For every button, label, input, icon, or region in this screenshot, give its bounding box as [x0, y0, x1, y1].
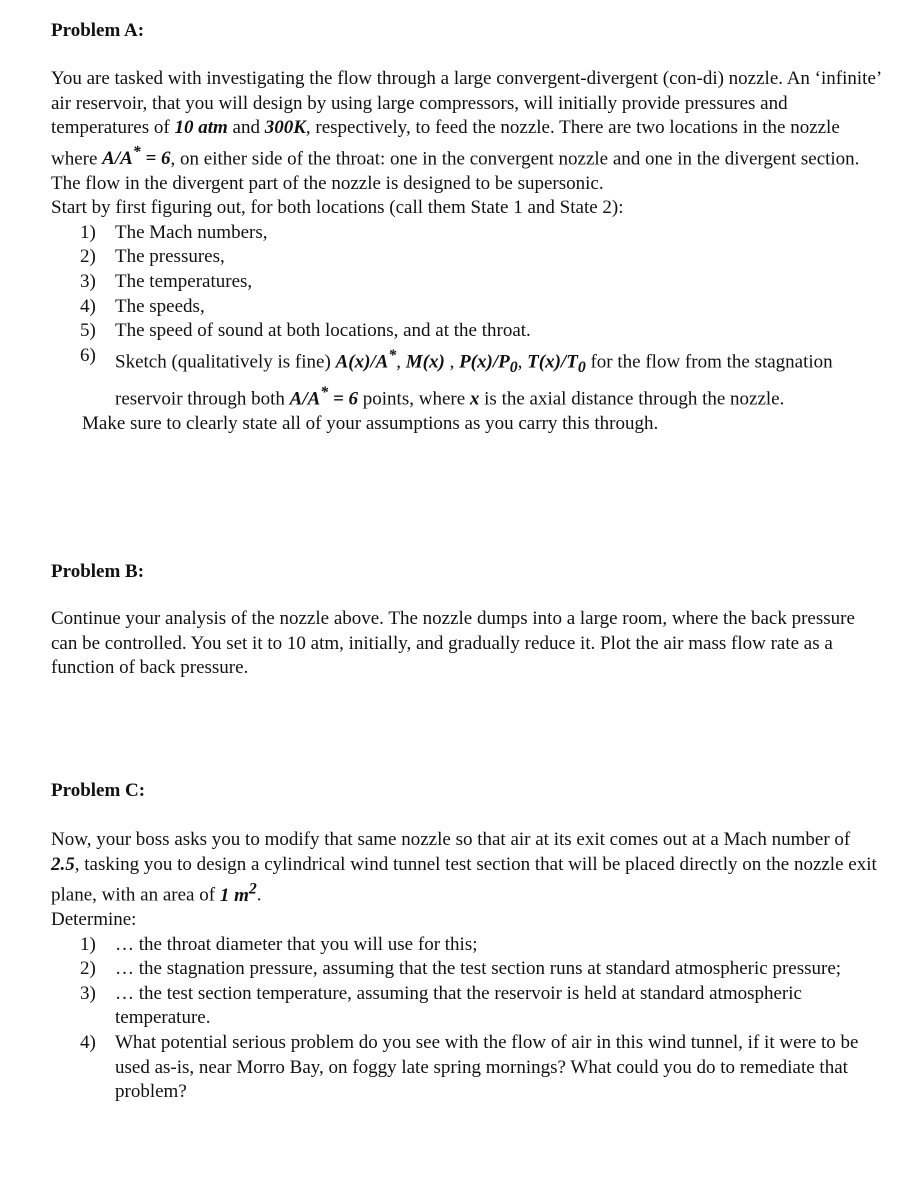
list-item: 4) The speeds,	[80, 295, 205, 317]
problem-c-body	[51, 828, 881, 1105]
list-item: 4) What potential serious problem do you see with the flow of air in this wind tunnel, if it were to be used as-is, near Morro Bay, on foggy late spring mornings? What could you do to remediate that problem?	[80, 1032, 859, 1103]
list-item: 1) The Mach numbers,	[80, 221, 268, 243]
exit-mach: 2.5	[51, 853, 75, 875]
problem-a-list	[51, 221, 881, 412]
problem-b-heading: Problem B:	[51, 561, 145, 582]
problem-a-heading: Problem A:	[51, 20, 145, 41]
problem-b-body	[51, 607, 881, 681]
list-item: 3) The temperatures,	[80, 271, 253, 293]
problem-c-list	[51, 933, 881, 1105]
problem-b-text: Continue your analysis of the nozzle above. The nozzle dumps into a large room, where the back pressure can be controlled. You set it to 10 atm, initially, and gradually reduce it. Plot the air mass flow rate as a function of back pressure.	[51, 608, 855, 679]
test-section-area: 1 $m^2$	[219, 880, 257, 906]
problem-c-intro: Now, your boss asks you to modify that same nozzle so that air at its exit comes out at a Mach number of 2.5, tasking you to design a cylindrical wind tunnel test section that will be placed directly on the nozzle exit plane, with an area of 1 $m^2$.	[51, 829, 877, 906]
list-item: 3) … the test section temperature, assuming that the reservoir is held at standard atmospheric temperature.	[80, 982, 802, 1029]
reservoir-pressure: 10 atm	[174, 117, 228, 139]
list-item: 2) … the stagnation pressure, assuming that the test section runs at standard atmospheric pressure;	[80, 958, 842, 980]
problem-a-body	[51, 67, 881, 436]
problem-c-heading: Problem C:	[51, 780, 146, 801]
problem-a-note: Make sure to clearly state all of your assumptions as you carry this through.	[82, 412, 659, 434]
list-item: 1) … the throat diameter that you will use for this;	[80, 933, 478, 955]
problem-a-intro: You are tasked with investigating the flow through a large convergent-divergent (con-di) nozzle. An ‘infinite’ air reservoir, that you will design by using large compressors, will initially provide pressures and temperatures of 10 atm and 300K, respectively, to feed the nozzle. There are two locations in the nozzle where A/A* = 6, on either side of the throat: one in the convergent nozzle and one in the divergent section. The flow in the divergent part of the nozzle is designed to be supersonic.	[51, 68, 881, 194]
list-item: 5) The speed of sound at both locations, and at the throat.	[80, 320, 531, 342]
list-item: 2) The pressures,	[80, 246, 225, 268]
problem-a-lead: Start by first figuring out, for both locations (call them State 1 and State 2):	[51, 197, 624, 219]
area-ratio: A/A* = 6	[102, 143, 171, 170]
list-item: 6) Sketch (qualitatively is fine) A(x)/A*, M(x) , $P(x)/P_0$, $T(x)/T_0$ for the flow from the stagnation reservoir through both A/A* = 6 points, where x is the axial distance through the nozzle.	[80, 344, 833, 409]
reservoir-temperature: 300K	[264, 117, 306, 139]
problem-c-lead: Determine:	[51, 909, 137, 931]
